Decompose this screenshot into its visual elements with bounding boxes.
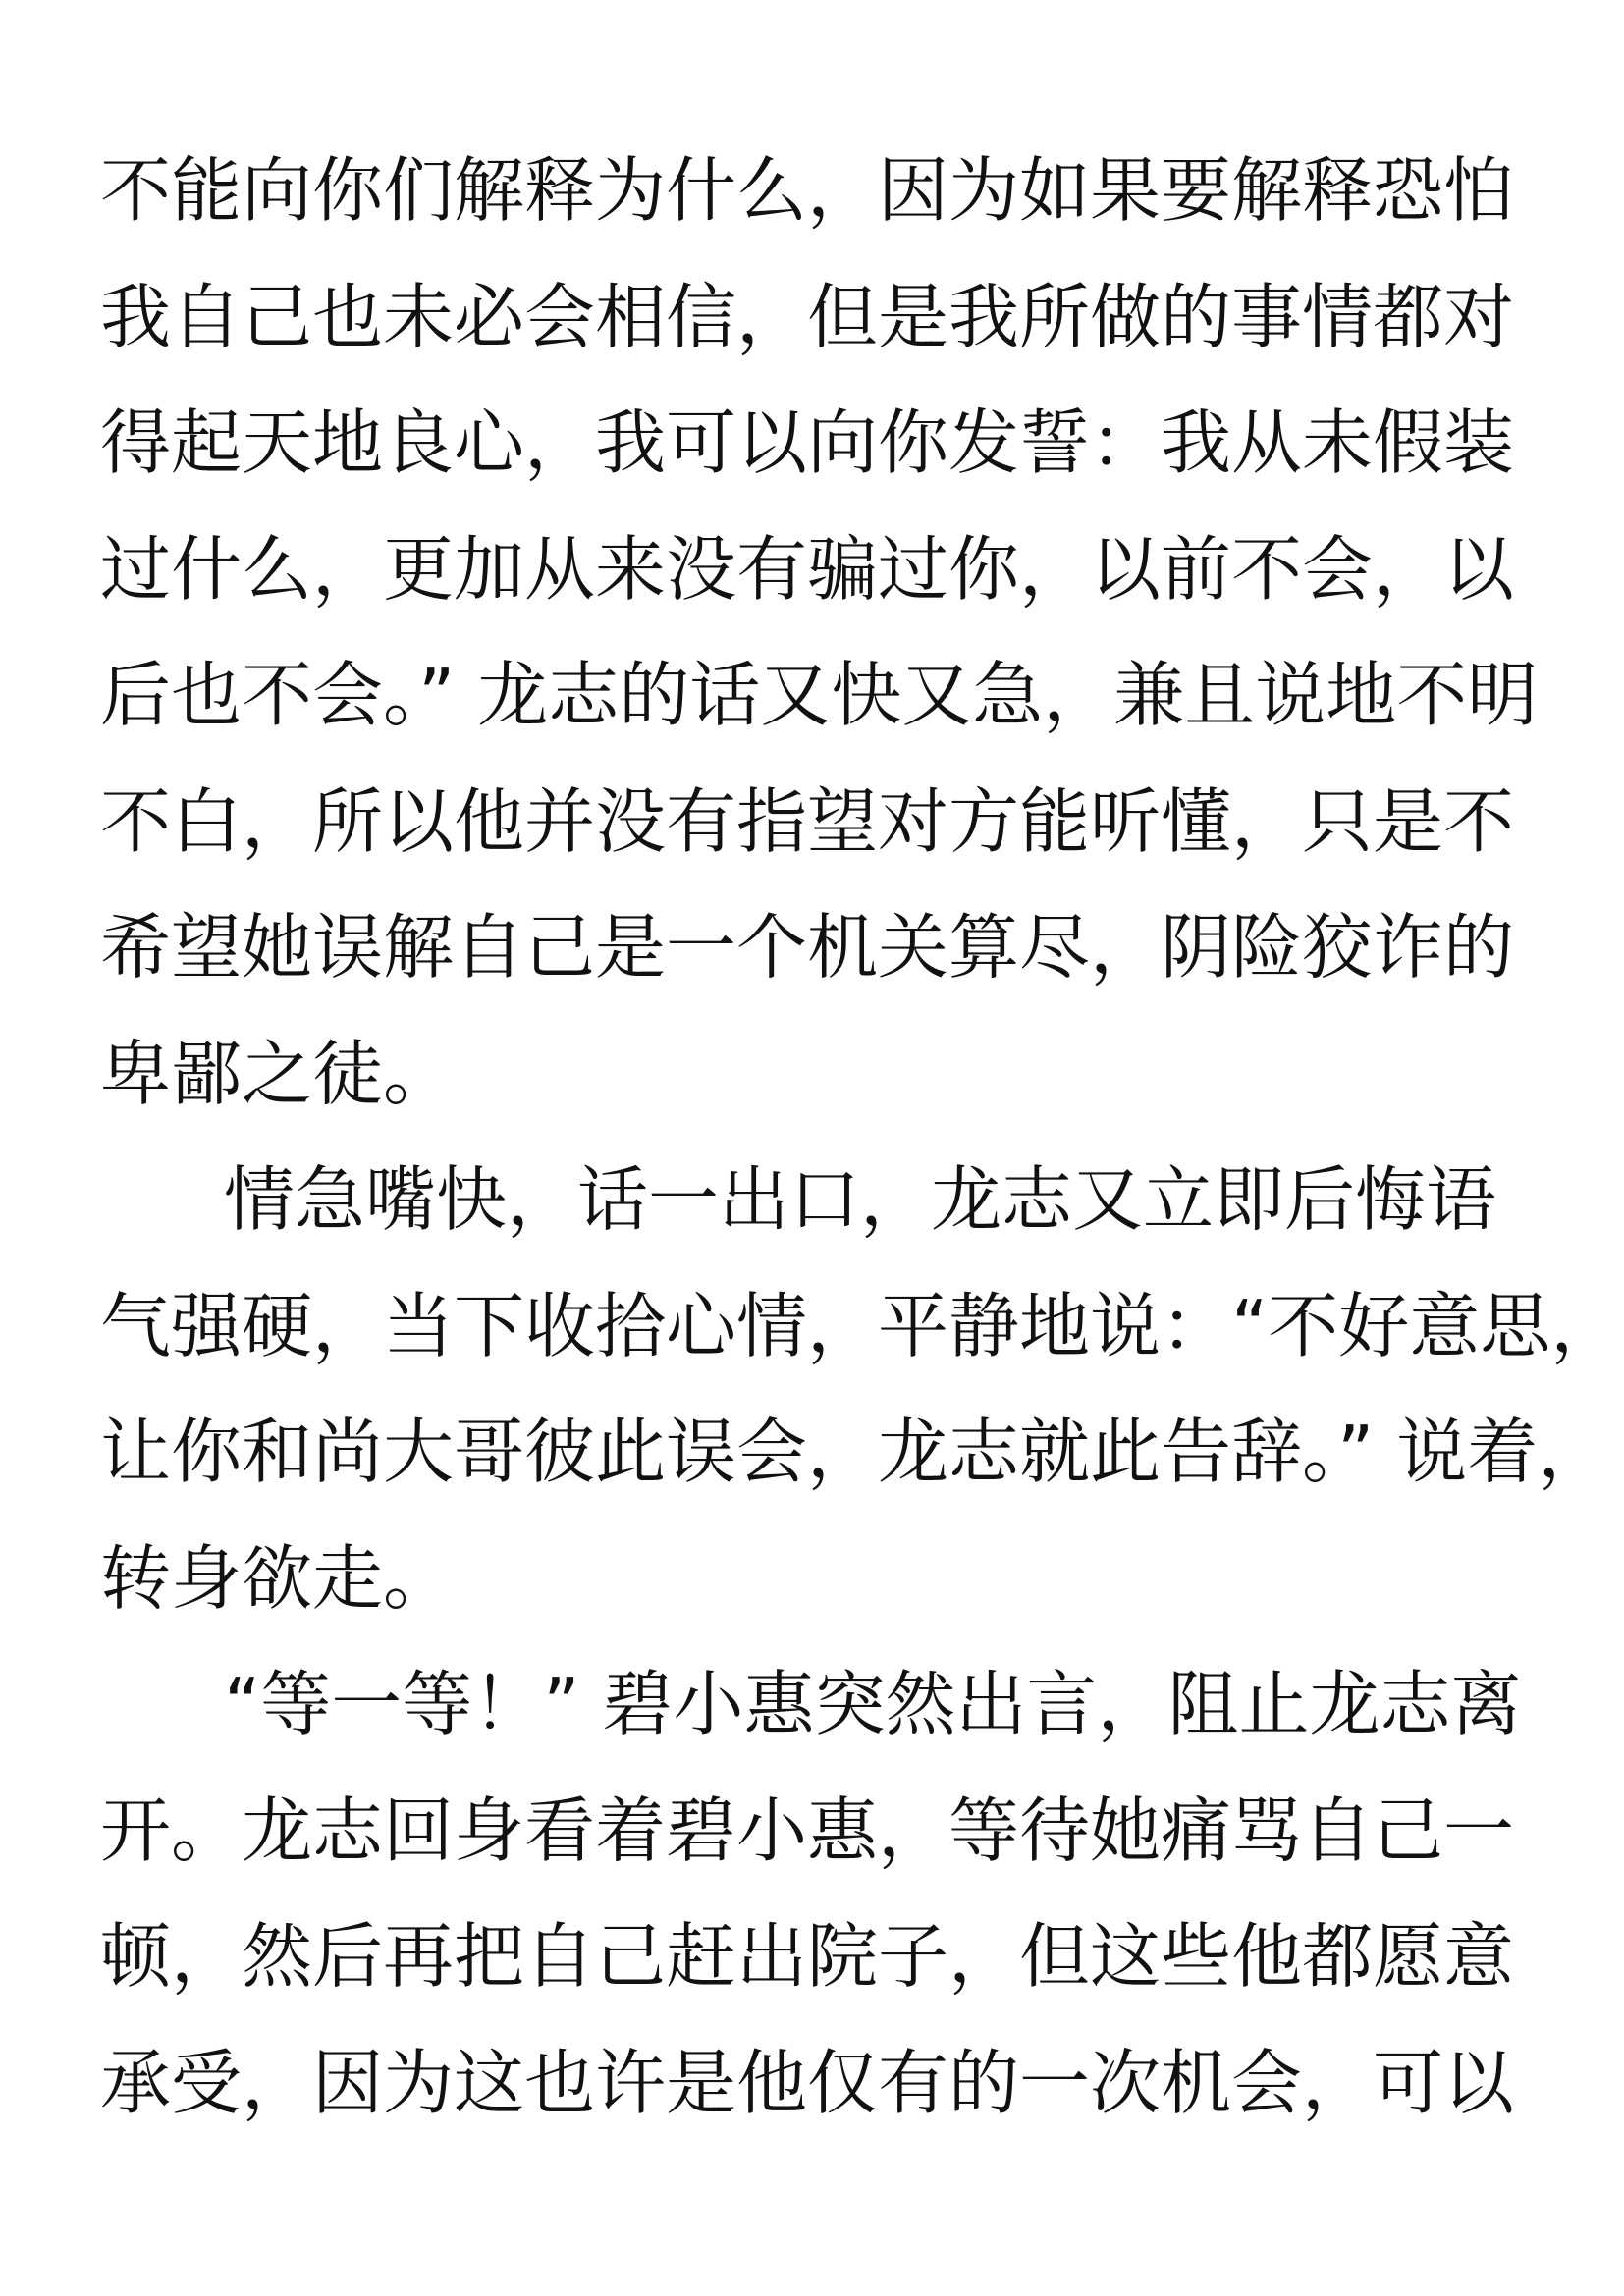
body-text <box>100 128 1622 2146</box>
paragraph-start-line: 情急嘴快，话一出口，龙志又立即后悔语 <box>224 1158 1497 1241</box>
text-line: 我自己也未必会相信，但是我所做的事情都对 <box>100 275 1515 358</box>
text-line: 顿，然后再把自己赶出院子，但这些他都愿意 <box>100 1915 1515 1998</box>
text-line: 开。龙志回身看着碧小惠，等待她痛骂自己一 <box>100 1789 1515 1872</box>
text-line: 希望她误解自己是一个机关算尽，阴险狡诈的 <box>100 906 1515 988</box>
paragraph-start-line: “等一等！” 碧小惠突然出言，阻止龙志离 <box>224 1663 1522 1745</box>
text-line: 过什么，更加从来没有骗过你，以前不会，以 <box>100 527 1515 611</box>
text-line: 转身欲走。 <box>100 1536 455 1620</box>
text-line: 不能向你们解释为什么，因为如果要解释恐怕 <box>100 149 1515 232</box>
text-line: 承受，因为这也许是他仅有的一次机会，可以 <box>100 2041 1515 2124</box>
text-line: 后也不会。” 龙志的话又快又急，兼且说地不明 <box>100 654 1539 736</box>
text-line: 让你和尚大哥彼此误会，龙志就此告辞。” 说着， <box>100 1411 1609 1493</box>
text-line: 卑鄙之徒。 <box>100 1032 455 1115</box>
text-line: 不白，所以他并没有指望对方能听懂，只是不 <box>100 779 1515 863</box>
text-line: 气强硬，当下收拾心情，平静地说：“不好意思， <box>100 1284 1622 1367</box>
text-line: 得起天地良心，我可以向你发誓：我从未假装 <box>100 401 1515 484</box>
